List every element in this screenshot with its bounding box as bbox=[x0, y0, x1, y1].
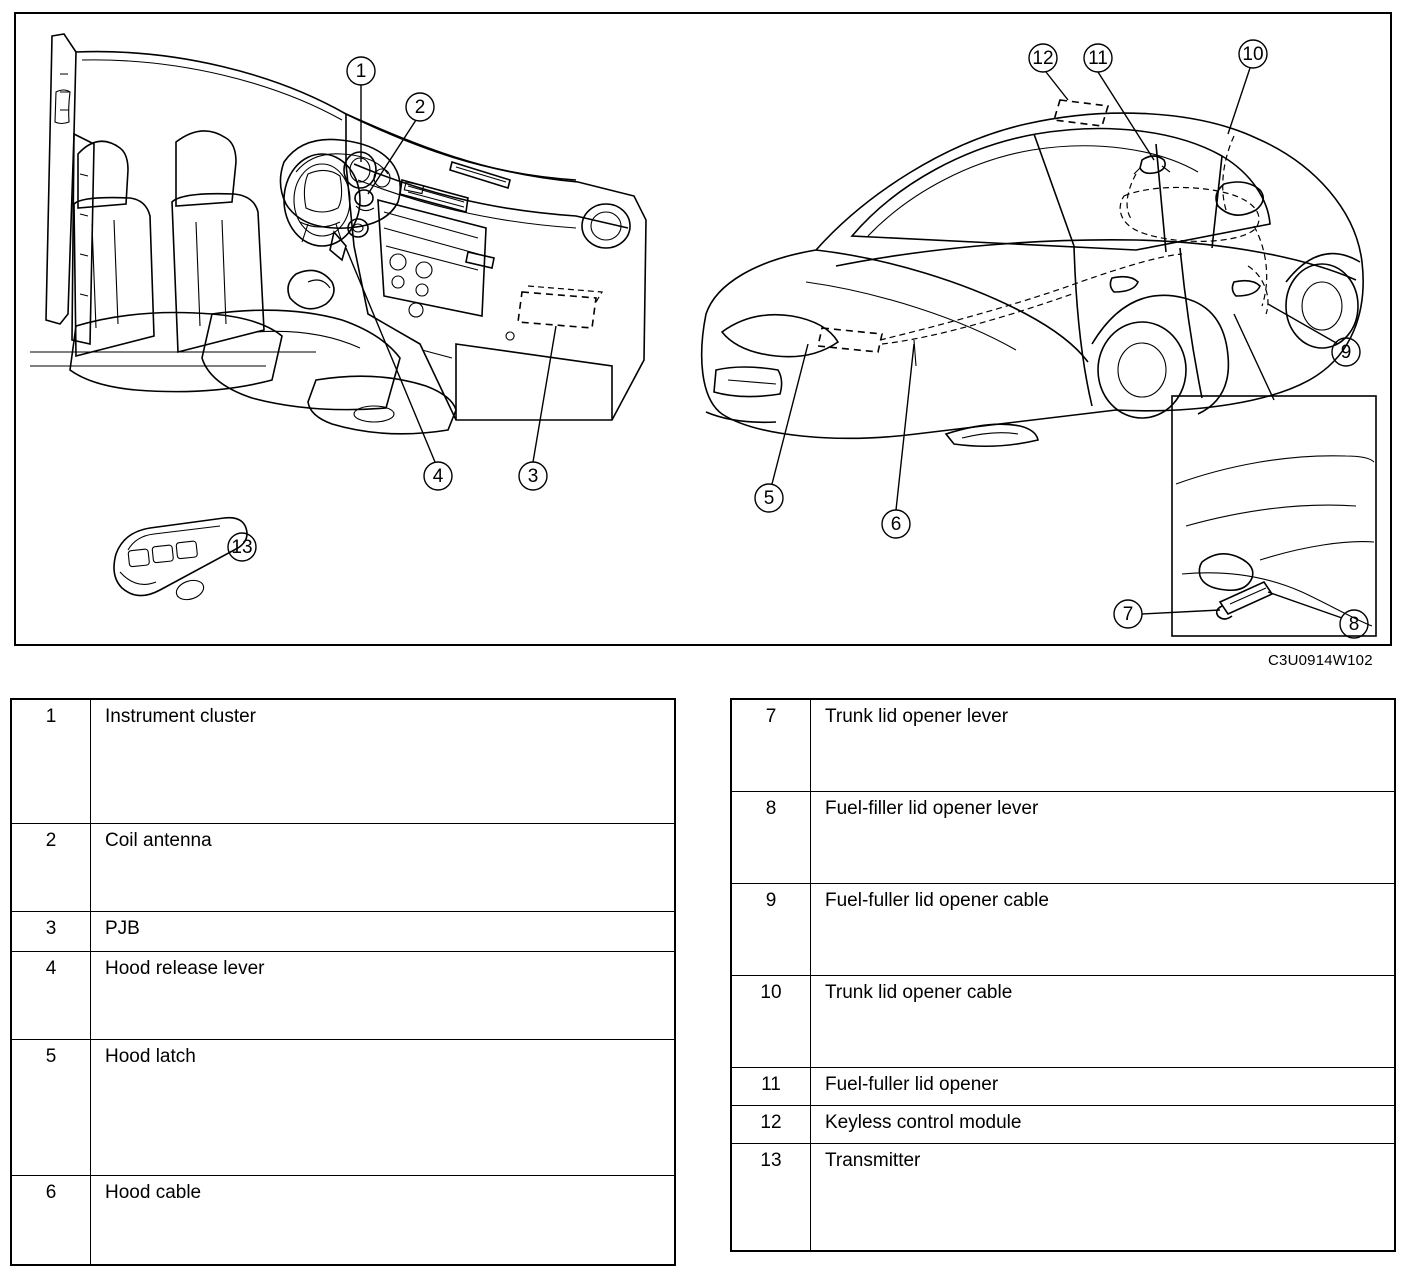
callout-13-number: 13 bbox=[231, 537, 253, 559]
callout-3-number: 3 bbox=[527, 466, 539, 488]
legend-left-body bbox=[11, 699, 675, 1265]
legend-number: 1 bbox=[11, 699, 91, 823]
table-row bbox=[11, 951, 675, 1039]
legend-number: 6 bbox=[11, 1175, 91, 1265]
callout-4-number: 4 bbox=[432, 466, 444, 488]
callout-10-number: 10 bbox=[1242, 44, 1264, 66]
left-callouts bbox=[346, 57, 556, 490]
table-row bbox=[731, 699, 1395, 791]
legend-label: Hood latch bbox=[91, 1039, 676, 1175]
legend-number: 7 bbox=[731, 699, 811, 791]
legend-number: 8 bbox=[731, 791, 811, 883]
legend-label: PJB bbox=[91, 911, 676, 951]
callout-2-number: 2 bbox=[414, 97, 426, 119]
legend-number: 13 bbox=[731, 1143, 811, 1251]
figure-code: C3U0914W102 bbox=[1268, 652, 1373, 669]
legend-table-right bbox=[730, 698, 1396, 1252]
legend-label: Trunk lid opener cable bbox=[811, 975, 1396, 1067]
legend-number: 5 bbox=[11, 1039, 91, 1175]
legend-label: Fuel-fuller lid opener cable bbox=[811, 883, 1396, 975]
legend-label: Hood cable bbox=[91, 1175, 676, 1265]
legend-label: Instrument cluster bbox=[91, 699, 676, 823]
table-row bbox=[731, 1067, 1395, 1105]
legend-label: Fuel-fuller lid opener bbox=[811, 1067, 1396, 1105]
illustration-panel bbox=[14, 12, 1392, 646]
legend-number: 10 bbox=[731, 975, 811, 1067]
vehicle-exterior-drawing bbox=[702, 100, 1363, 446]
table-row bbox=[731, 883, 1395, 975]
table-row bbox=[731, 975, 1395, 1067]
legend-table-left bbox=[10, 698, 676, 1266]
table-row bbox=[11, 1039, 675, 1175]
table-row bbox=[11, 699, 675, 823]
callout-11-number: 11 bbox=[1088, 48, 1108, 70]
legend-label: Keyless control module bbox=[811, 1105, 1396, 1143]
component-location-illustration bbox=[16, 14, 1390, 644]
legend-right-body bbox=[731, 699, 1395, 1251]
callout-8-number: 8 bbox=[1348, 614, 1360, 636]
legend-number: 12 bbox=[731, 1105, 811, 1143]
callout-5-number: 5 bbox=[763, 488, 775, 510]
legend-label: Fuel-filler lid opener lever bbox=[811, 791, 1396, 883]
table-row bbox=[11, 823, 675, 911]
legend-label: Transmitter bbox=[811, 1143, 1396, 1251]
table-row bbox=[731, 1143, 1395, 1251]
table-row bbox=[11, 911, 675, 951]
callout-6-number: 6 bbox=[890, 514, 902, 536]
legend-number: 4 bbox=[11, 951, 91, 1039]
legend-label: Coil antenna bbox=[91, 823, 676, 911]
legend-number: 3 bbox=[11, 911, 91, 951]
legend-number: 11 bbox=[731, 1067, 811, 1105]
table-row bbox=[731, 1105, 1395, 1143]
callout-7-number: 7 bbox=[1122, 604, 1134, 626]
callout-9-number: 9 bbox=[1340, 342, 1352, 364]
pjb-dashed-box bbox=[518, 286, 602, 328]
callout-1-number: 1 bbox=[355, 61, 367, 83]
interior-dashboard-drawing bbox=[30, 34, 646, 434]
callout-12-number: 12 bbox=[1032, 48, 1054, 70]
table-row bbox=[731, 791, 1395, 883]
legend-number: 2 bbox=[11, 823, 91, 911]
legend-number: 9 bbox=[731, 883, 811, 975]
legend-label: Hood release lever bbox=[91, 951, 676, 1039]
transmitter-key-fob bbox=[114, 518, 256, 603]
table-row bbox=[11, 1175, 675, 1265]
legend-label: Trunk lid opener lever bbox=[811, 699, 1396, 791]
